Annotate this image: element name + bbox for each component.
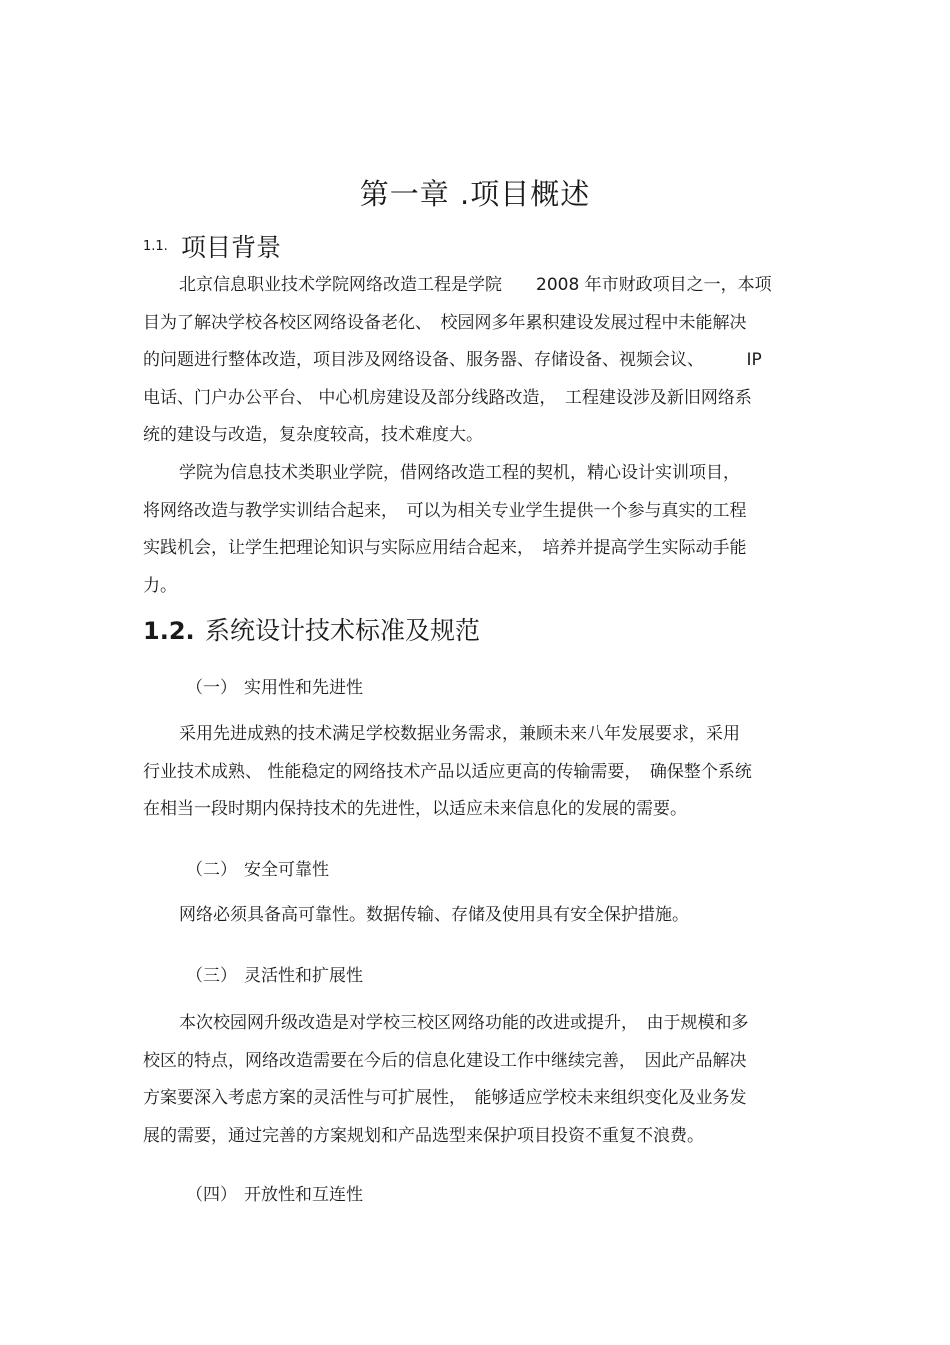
paragraph-flexibility: [143, 1005, 813, 1155]
section-1-2-heading: [143, 611, 480, 647]
text-line: 采用先进成熟的技术满足学校数据业务需求，兼顾未来八年发展要求，采用: [179, 724, 740, 744]
subheading-label: 灵活性和扩展性: [244, 966, 363, 986]
paragraph-practicality: [143, 716, 813, 829]
subheading-practicality: [186, 676, 363, 700]
text-line: 统的建设与改造，复杂度较高，技术难度大。: [143, 425, 483, 445]
text-line: 电话、门户办公平台、 中心机房建设及部分线路改造， 工程建设涉及新旧网络系: [143, 387, 752, 408]
section-number: 1.2.: [143, 617, 195, 645]
subheading-flexibility: [186, 964, 363, 988]
text-line: 行业技术成熟、 性能稳定的网络技术产品以适应更高的传输需要， 确保整个系统: [143, 761, 752, 782]
text-line: 校区的特点，网络改造需要在今后的信息化建设工作中继续完善， 因此产品解决: [143, 1050, 747, 1071]
paragraph-background-2: [143, 455, 813, 605]
text-line: 网络必须具备高可靠性。数据传输、存储及使用具有安全保护措施。: [179, 905, 689, 925]
text-line: 目为了解决学校各校区网络设备老化、 校园网多年累积建设发展过程中未能解决: [143, 312, 747, 333]
paragraph-background-1: [143, 267, 813, 455]
text-line: 本次校园网升级改造是对学校三校区网络功能的改进或提升， 由于规模和多: [179, 1013, 749, 1033]
section-1-1-heading: [143, 228, 281, 264]
text-line: 力。: [143, 575, 177, 596]
list-marker: （四）: [186, 1185, 237, 1205]
paragraph-reliability: [143, 897, 813, 935]
list-marker: （二）: [186, 860, 237, 880]
section-title: 项目背景: [181, 233, 282, 262]
list-marker: （三）: [186, 966, 237, 986]
text-line: 方案要深入考虑方案的灵活性与可扩展性， 能够适应学校未来组织变化及业务发: [143, 1088, 747, 1108]
subheading-reliability: [186, 858, 329, 882]
subheading-label: 实用性和先进性: [244, 678, 363, 698]
text-line: 北京信息职业技术学院网络改造工程是学院 2008 年市财政项目之一，本项: [179, 275, 772, 295]
subheading-openness: [186, 1183, 363, 1207]
text-line: 的问题进行整体改造，项目涉及网络设备、服务器、存储设备、视频会议、 IP: [143, 350, 762, 370]
text-line: 将网络改造与教学实训结合起来， 可以为相关专业学生提供一个参与真实的工程: [143, 500, 747, 521]
subheading-label: 安全可靠性: [244, 860, 329, 880]
text-line: 展的需要，通过完善的方案规划和产品选型来保护项目投资不重复不浪费。: [143, 1125, 704, 1146]
text-line: 在相当一段时期内保持技术的先进性，以适应未来信息化的发展的需要。: [143, 799, 687, 819]
subheading-label: 开放性和互连性: [244, 1185, 363, 1205]
section-title: 系统设计技术标准及规范: [205, 616, 481, 645]
text-line: 学院为信息技术类职业学院，借网络改造工程的契机，精心设计实训项目，: [179, 463, 740, 483]
text-line: 实践机会，让学生把理论知识与实际应用结合起来， 培养并提高学生实际动手能: [143, 538, 747, 558]
section-number: 1.1.: [143, 238, 168, 254]
chapter-title: 第一章 .项目概述: [359, 177, 591, 211]
list-marker: （一）: [186, 678, 237, 698]
